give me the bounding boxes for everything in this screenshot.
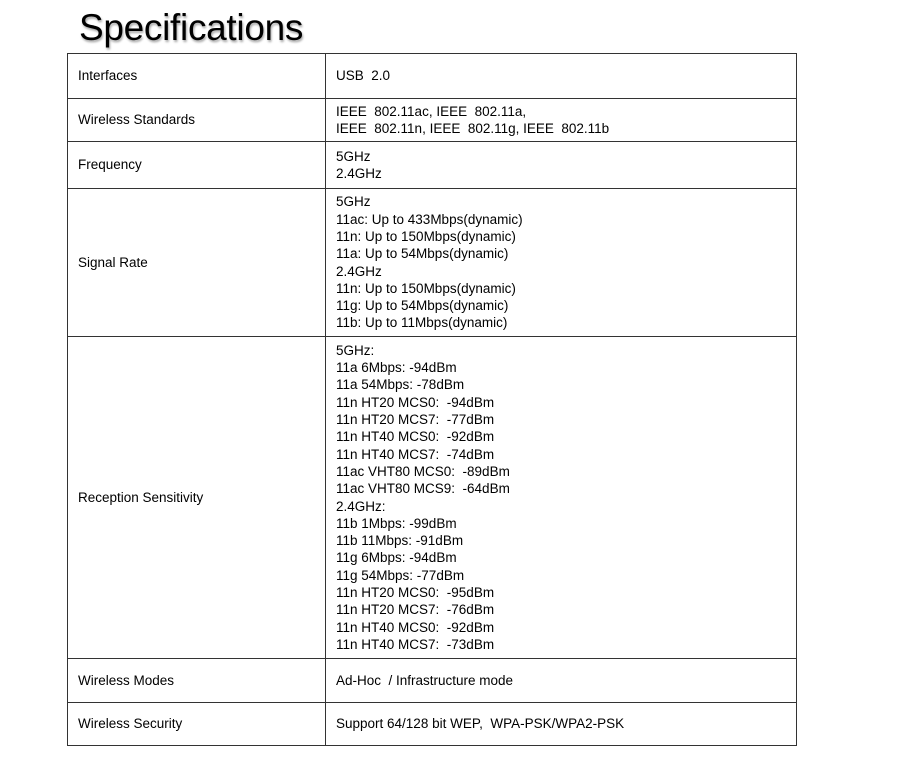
- spec-value-line: USB 2.0: [336, 68, 391, 84]
- spec-value-line: 11n HT40 MCS0: -92dBm: [336, 429, 495, 445]
- spec-row-signal-rate: [68, 189, 797, 337]
- spec-value-wireless-security: [326, 703, 797, 746]
- specifications-table: [67, 53, 797, 746]
- spec-value-line: 11n HT20 MCS0: -95dBm: [336, 584, 495, 600]
- spec-value-line: 11n HT40 MCS7: -74dBm: [336, 446, 495, 462]
- page-title: Specifications: [79, 7, 304, 48]
- spec-value-reception-sensitivity: [326, 337, 797, 659]
- spec-value-line: IEEE 802.11n, IEEE 802.11g, IEEE 802.11b: [336, 121, 610, 136]
- spec-value-line: 11ac VHT80 MCS9: -64dBm: [336, 481, 510, 497]
- spec-value-line: 11g 54Mbps: -77dBm: [336, 567, 465, 583]
- spec-value-wireless-modes: [326, 659, 797, 703]
- spec-value-line: 2.4GHz: [336, 263, 382, 279]
- spec-label-signal-rate: Signal Rate: [68, 189, 326, 337]
- spec-value-line: 5GHz: [336, 194, 371, 210]
- spec-row-frequency: [68, 142, 797, 189]
- spec-value-frequency: [326, 142, 797, 189]
- spec-label-wireless-security: Wireless Security: [68, 703, 326, 746]
- spec-value-line: 5GHz:: [336, 342, 375, 358]
- spec-value-line: 2.4GHz: [336, 166, 382, 181]
- spec-value-line: 11ac: Up to 433Mbps(dynamic): [336, 211, 523, 227]
- spec-value-line: 11n HT20 MCS0: -94dBm: [336, 394, 495, 410]
- spec-value-line: Ad-Hoc / Infrastructure mode: [336, 672, 514, 688]
- spec-value-line: 11n HT40 MCS0: -92dBm: [336, 619, 495, 635]
- spec-value-line: IEEE 802.11ac, IEEE 802.11a,: [336, 103, 527, 119]
- spec-value-line: Support 64/128 bit WEP, WPA-PSK/WPA2-PSK: [336, 716, 625, 732]
- spec-value-line: 11ac VHT80 MCS0: -89dBm: [336, 463, 510, 479]
- spec-row-wireless-security: [68, 703, 797, 746]
- spec-value-interfaces: [326, 54, 797, 99]
- spec-row-wireless-modes: [68, 659, 797, 703]
- spec-value-line: 11a 54Mbps: -78dBm: [336, 377, 465, 393]
- spec-value-line: 11n: Up to 150Mbps(dynamic): [336, 228, 516, 244]
- spec-label-wireless-modes: Wireless Modes: [68, 659, 326, 703]
- spec-label-reception-sensitivity: Reception Sensitivity: [68, 337, 326, 659]
- spec-label-wireless-standards: Wireless Standards: [68, 99, 326, 142]
- spec-value-line: 11n HT20 MCS7: -77dBm: [336, 412, 495, 428]
- spec-value-line: 11n HT40 MCS7: -73dBm: [336, 636, 495, 652]
- spec-label-interfaces: Interfaces: [68, 54, 326, 99]
- spec-value-line: 11b 1Mbps: -99dBm: [336, 515, 457, 531]
- spec-label-frequency: Frequency: [68, 142, 326, 189]
- spec-row-wireless-standards: [68, 99, 797, 142]
- spec-value-line: 11n HT20 MCS7: -76dBm: [336, 602, 495, 618]
- spec-value-line: 11g 6Mbps: -94dBm: [336, 550, 457, 566]
- spec-value-line: 11a: Up to 54Mbps(dynamic): [336, 246, 509, 262]
- spec-value-line: 11b: Up to 11Mbps(dynamic): [336, 315, 508, 331]
- spec-value-line: 2.4GHz:: [336, 498, 386, 514]
- spec-value-line: 11n: Up to 150Mbps(dynamic): [336, 280, 516, 296]
- spec-value-signal-rate: [326, 189, 797, 337]
- spec-value-wireless-standards: [326, 99, 797, 142]
- spec-value-line: 11g: Up to 54Mbps(dynamic): [336, 298, 509, 314]
- spec-row-reception-sensitivity: [68, 337, 797, 659]
- spec-value-line: 11b 11Mbps: -91dBm: [336, 533, 464, 549]
- spec-row-interfaces: [68, 54, 797, 99]
- spec-value-line: 11a 6Mbps: -94dBm: [336, 360, 457, 376]
- spec-value-line: 5GHz: [336, 148, 371, 164]
